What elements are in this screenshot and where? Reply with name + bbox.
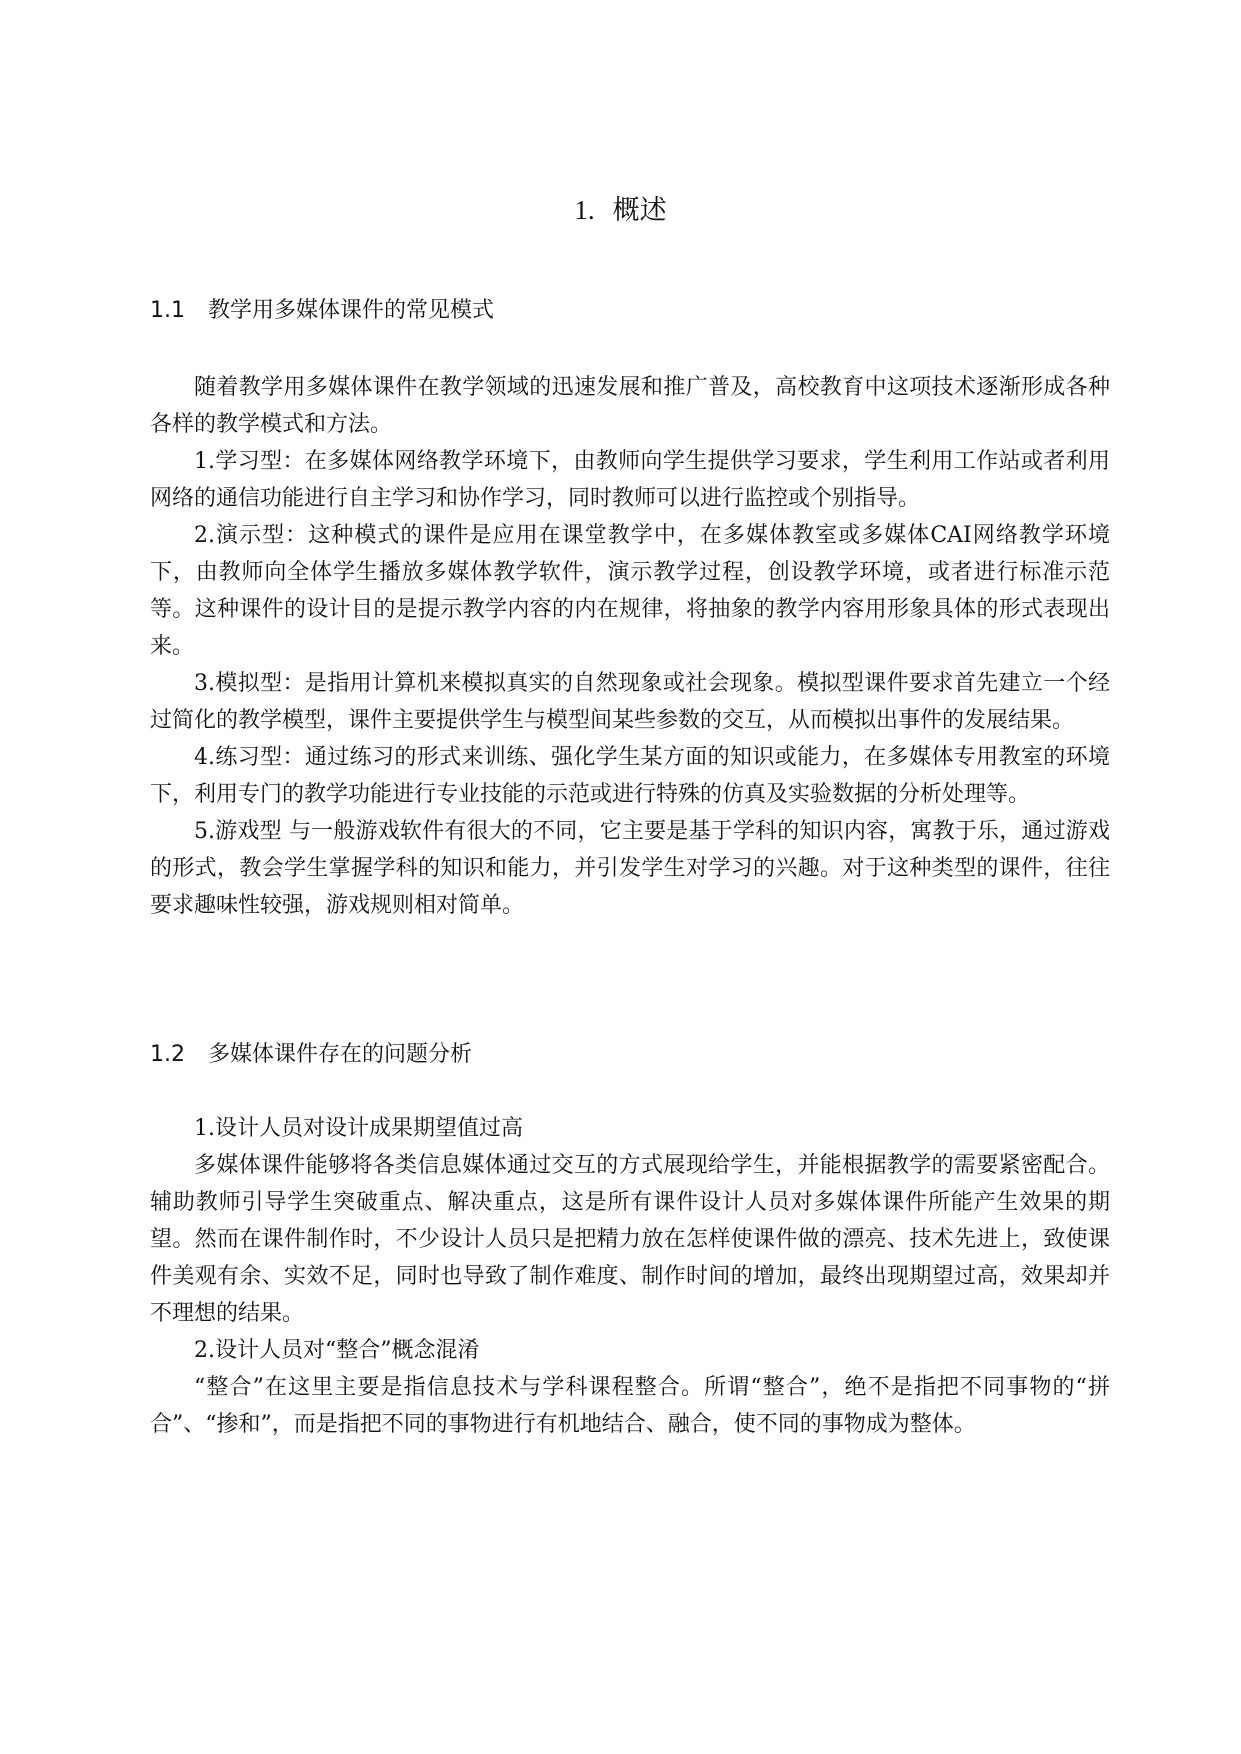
chapter-number: 1. (574, 195, 595, 225)
paragraph: 随着教学用多媒体课件在教学领域的迅速发展和推广普及，高校教育中这项技术逐渐形成各种各样的教学模式和方法。 (150, 375, 1110, 437)
paragraph: 5.游戏型 与一般游戏软件有很大的不同，它主要是基于学科的知识内容，寓教于乐，通过游戏的形式，教会学生掌握学科的知识和能力，并引发学生对学习的兴趣。对于这种类型的课件，往往要求趣味性较强，游戏规则相对简单。 (150, 819, 1110, 918)
section-heading-1-2 (150, 1040, 1110, 1070)
paragraph: “整合”在这里主要是指信息技术与学科课程整合。所谓“整合”，绝不是指把不同事物的“拼合”、“掺和”，而是指把不同的事物进行有机地结合、融合，使不同的事物成为整体。 (150, 1375, 1110, 1437)
chapter-title (0, 192, 1241, 229)
paragraph: 2.演示型：这种模式的课件是应用在课堂教学中，在多媒体教室或多媒体CAI网络教学环境下，由教师向全体学生播放多媒体教学软件，演示教学过程，创设教学环境，或者进行标准示范等。这种课件的设计目的是提示教学内容的内在规律，将抽象的教学内容用形象具体的形式表现出来。 (150, 523, 1110, 659)
section-1-2-body (150, 1110, 1110, 1443)
section-title: 教学用多媒体课件的常见模式 (208, 298, 495, 323)
section-heading-1-1 (150, 296, 1110, 326)
section-number: 1.2 (150, 1042, 185, 1067)
paragraph: 4.练习型：通过练习的形式来训练、强化学生某方面的知识或能力，在多媒体专用教室的环境下，利用专门的教学功能进行专业技能的示范或进行特殊的仿真及实验数据的分析处理等。 (150, 745, 1110, 807)
section-title: 多媒体课件存在的问题分析 (208, 1042, 473, 1067)
paragraph: 1.学习型：在多媒体网络教学环境下，由教师向学生提供学习要求，学生利用工作站或者利用网络的通信功能进行自主学习和协作学习，同时教师可以进行监控或个别指导。 (150, 449, 1110, 511)
paragraph: 3.模拟型：是指用计算机来模拟真实的自然现象或社会现象。模拟型课件要求首先建立一个经过简化的教学模型，课件主要提供学生与模型间某些参数的交互，从而模拟出事件的发展结果。 (150, 671, 1110, 733)
paragraph: 2.设计人员对“整合”概念混淆 (194, 1338, 480, 1363)
section-1-1-body (150, 369, 1110, 924)
paragraph: 多媒体课件能够将各类信息媒体通过交互的方式展现给学生，并能根据教学的需要紧密配合。辅助教师引导学生突破重点、解决重点，这是所有课件设计人员对多媒体课件所能产生效果的期望。然而在课件制作时，不少设计人员只是把精力放在怎样使课件做的漂亮、技术先进上，致使课件美观有余、实效不足，同时也导致了制作难度、制作时间的增加，最终出现期望过高，效果却并不理想的结果。 (150, 1153, 1110, 1326)
paragraph: 1.设计人员对设计成果期望值过高 (194, 1116, 523, 1141)
section-number: 1.1 (150, 298, 185, 323)
chapter-title-text: 概述 (612, 195, 667, 226)
